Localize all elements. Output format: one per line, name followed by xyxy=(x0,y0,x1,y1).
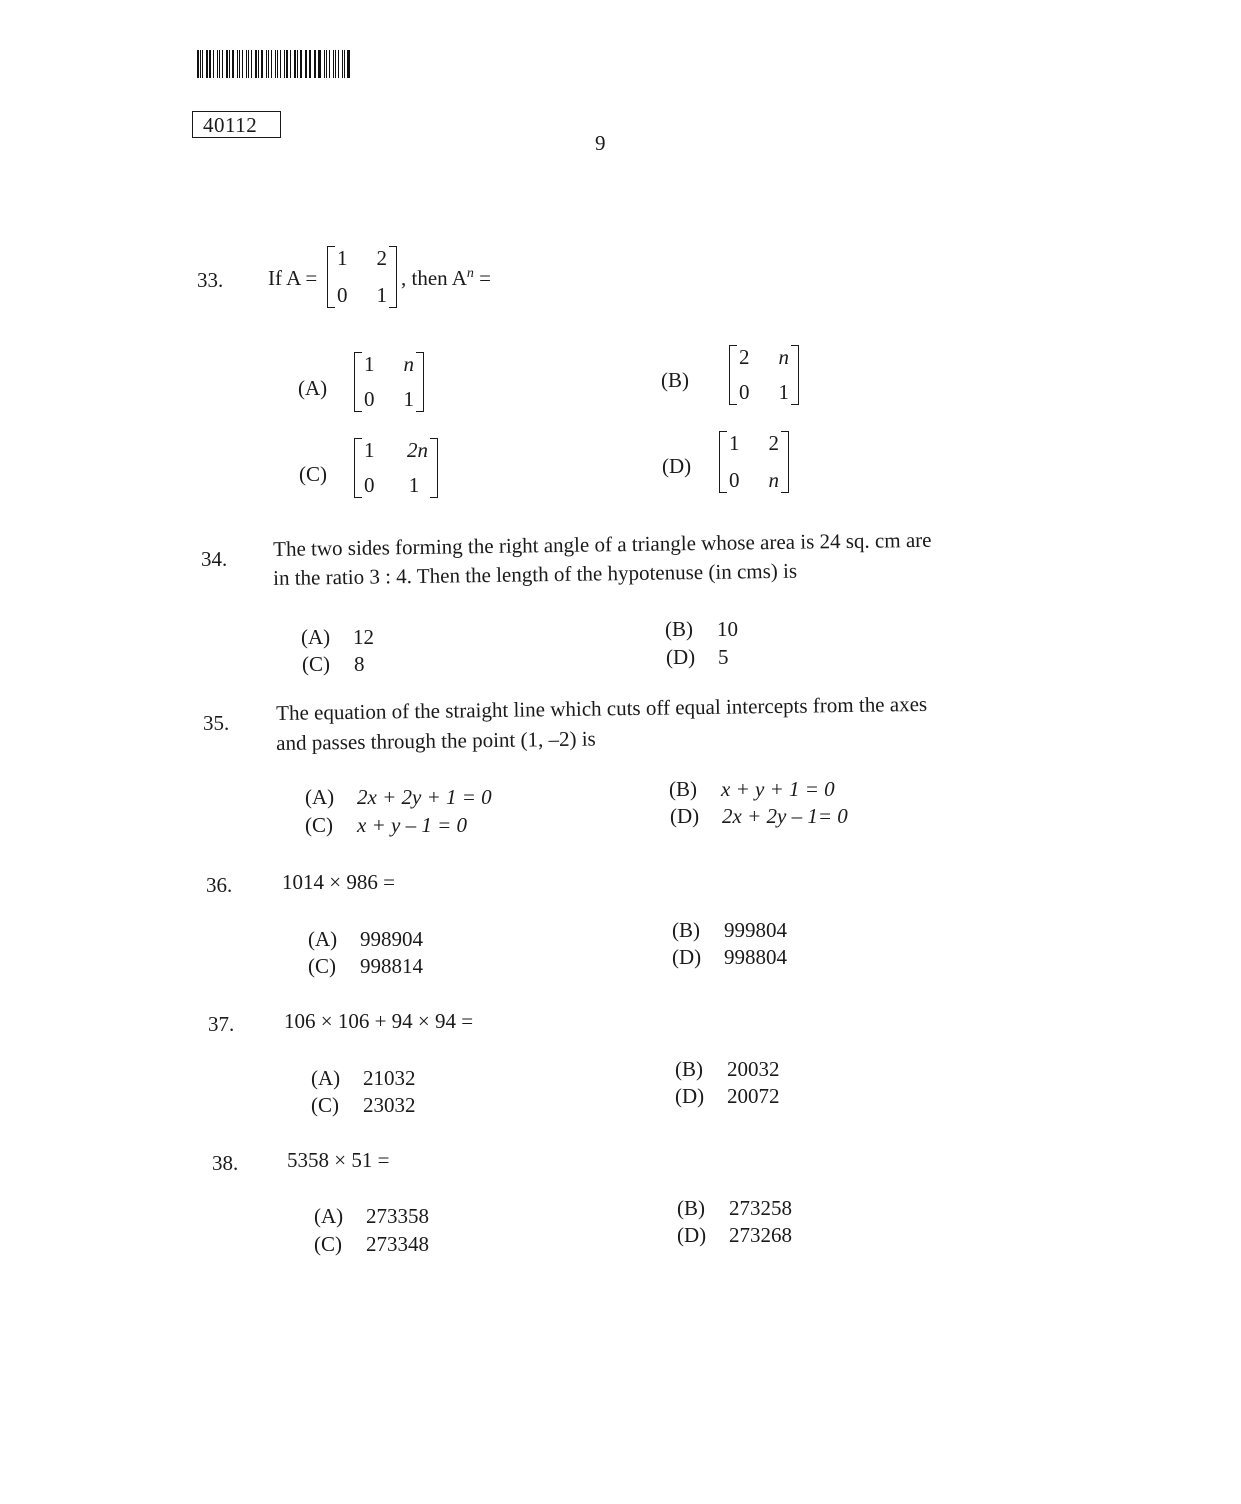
question-38-text: 5358 × 51 = xyxy=(287,1148,390,1172)
matrix-cell: n xyxy=(778,345,789,369)
paper-code-box: 40112 xyxy=(192,111,281,138)
barcode-bar xyxy=(266,50,267,78)
question-number-38: 38. xyxy=(212,1151,239,1175)
option-34-c[interactable]: (C) 8 xyxy=(302,652,365,676)
matrix-cell: 0 xyxy=(337,283,348,307)
matrix-cell: n xyxy=(403,352,414,376)
option-36-c[interactable]: (C) 998814 xyxy=(308,954,423,978)
option-33-a-matrix xyxy=(354,352,424,412)
barcode-bar xyxy=(200,50,201,78)
question-37-text: 106 × 106 + 94 × 94 = xyxy=(284,1009,474,1033)
option-36-b[interactable]: (B) 999804 xyxy=(672,918,787,942)
matrix-cell: n xyxy=(768,468,779,492)
barcode-bar xyxy=(318,50,320,78)
matrix-cell: 1 xyxy=(778,380,789,404)
matrix-cell: 2n xyxy=(407,438,428,462)
option-38-a[interactable]: (A) 273358 xyxy=(314,1204,429,1228)
question-number-36: 36. xyxy=(206,873,233,897)
matrix-cell: 0 xyxy=(739,380,750,404)
question-33-suffix: , then $A^n$ = xyxy=(401,266,492,290)
barcode-bar xyxy=(226,50,228,78)
option-37-c[interactable]: (C) 23032 xyxy=(311,1093,416,1117)
option-33-c-matrix xyxy=(354,438,438,498)
barcode-bar xyxy=(290,50,291,78)
matrix-cell: 2 xyxy=(768,431,779,455)
barcode-bar xyxy=(268,50,269,78)
option-35-a[interactable]: (A) 2x + 2y + 1 = 0 xyxy=(305,785,492,809)
barcode-bar xyxy=(261,50,263,78)
barcode-bar xyxy=(338,50,339,78)
barcode-bar xyxy=(280,50,281,78)
option-35-d[interactable]: (D) 2x + 2y – 1= 0 xyxy=(670,804,848,828)
matrix-cell: 1 xyxy=(408,473,420,497)
barcode-bar xyxy=(335,50,336,78)
barcode-bar xyxy=(219,50,220,78)
barcode-bar xyxy=(347,50,349,78)
option-36-a[interactable]: (A) 998904 xyxy=(308,927,423,951)
question-34-line-1: The two sides forming the right angle of a triangle whose area is 24 sq. cm are xyxy=(273,527,932,561)
barcode-bar xyxy=(217,50,218,78)
matrix-cell: 1 xyxy=(364,352,375,376)
matrix-cell: 1 xyxy=(364,438,375,462)
option-36-d[interactable]: (D) 998804 xyxy=(672,945,787,969)
barcode-bar xyxy=(306,50,307,78)
option-33-b-label[interactable]: (B) xyxy=(661,368,689,392)
barcode-bar xyxy=(300,50,302,78)
barcode xyxy=(197,50,353,78)
option-33-a-label[interactable]: (A) xyxy=(298,376,328,400)
barcode-bar xyxy=(297,50,298,78)
barcode-bar xyxy=(333,50,335,78)
option-33-d-label[interactable]: (D) xyxy=(662,454,692,478)
matrix-cell: 0 xyxy=(364,387,375,411)
barcode-bar xyxy=(329,50,330,78)
barcode-bar xyxy=(197,50,199,78)
barcode-bar xyxy=(284,50,286,78)
matrix-cell: 1 xyxy=(729,431,740,455)
option-35-c[interactable]: (C) x + y – 1 = 0 xyxy=(305,813,467,837)
option-37-d[interactable]: (D) 20072 xyxy=(675,1084,780,1108)
matrix-cell: 1 xyxy=(376,283,387,307)
barcode-bar xyxy=(202,50,203,78)
question-34-line-2: in the ratio 3 : 4. Then the length of the hypotenuse (in cms) is xyxy=(273,558,798,590)
option-34-d[interactable]: (D) 5 xyxy=(666,645,729,669)
barcode-bar xyxy=(206,50,208,78)
barcode-bar xyxy=(222,50,224,78)
barcode-bar xyxy=(326,50,327,78)
option-38-d[interactable]: (D) 273268 xyxy=(677,1223,792,1247)
question-number-35: 35. xyxy=(203,711,230,735)
barcode-bar xyxy=(342,50,343,78)
barcode-bar xyxy=(286,50,288,78)
barcode-bar xyxy=(324,50,326,78)
barcode-bar xyxy=(314,50,315,78)
barcode-bar xyxy=(213,50,214,78)
matrix-cell: 2 xyxy=(376,246,387,270)
barcode-bar xyxy=(209,50,211,78)
barcode-bar xyxy=(309,50,311,78)
barcode-bar xyxy=(232,50,234,78)
barcode-bar xyxy=(248,50,249,78)
question-33-matrix xyxy=(327,246,397,308)
barcode-bar xyxy=(344,50,346,78)
option-38-b[interactable]: (B) 273258 xyxy=(677,1196,792,1220)
question-36-text: 1014 × 986 = xyxy=(282,870,395,894)
barcode-bar xyxy=(251,50,253,78)
option-33-b-matrix xyxy=(729,345,799,405)
barcode-bar xyxy=(258,50,259,78)
question-number-34: 34. xyxy=(201,547,228,571)
barcode-bar xyxy=(229,50,230,78)
matrix-cell: 1 xyxy=(337,246,348,270)
barcode-bar xyxy=(271,50,273,78)
option-33-d-matrix xyxy=(719,431,789,493)
matrix-cell: 1 xyxy=(403,387,414,411)
option-38-c[interactable]: (C) 273348 xyxy=(314,1232,429,1256)
option-33-c-label[interactable]: (C) xyxy=(299,462,327,486)
option-37-a[interactable]: (A) 21032 xyxy=(311,1066,416,1090)
option-34-a[interactable]: (A) 12 xyxy=(301,625,374,649)
barcode-bar xyxy=(242,50,244,78)
barcode-bar xyxy=(305,50,306,78)
barcode-bar xyxy=(277,50,278,78)
option-37-b[interactable]: (B) 20032 xyxy=(675,1057,780,1081)
barcode-bar xyxy=(239,50,240,78)
barcode-bar xyxy=(255,50,257,78)
question-35-line-2: and passes through the point (1, –2) is xyxy=(276,726,596,755)
barcode-bar xyxy=(237,50,238,78)
barcode-bar xyxy=(294,50,296,78)
question-33-prefix: If A = xyxy=(268,266,318,290)
option-34-b[interactable]: (B) 10 xyxy=(665,617,738,641)
question-number-37: 37. xyxy=(208,1012,235,1036)
option-35-b[interactable]: (B) x + y + 1 = 0 xyxy=(669,777,835,801)
barcode-bar xyxy=(275,50,276,78)
matrix-cell: 2 xyxy=(739,345,750,369)
question-35-line-1: The equation of the straight line which cuts off equal intercepts from the axes xyxy=(276,691,928,725)
barcode-bar xyxy=(246,50,247,78)
page-number: 9 xyxy=(595,131,606,155)
question-number-33: 33. xyxy=(197,268,224,292)
barcode-bar xyxy=(315,50,316,78)
matrix-cell: 0 xyxy=(729,468,740,492)
matrix-cell: 0 xyxy=(364,473,375,497)
